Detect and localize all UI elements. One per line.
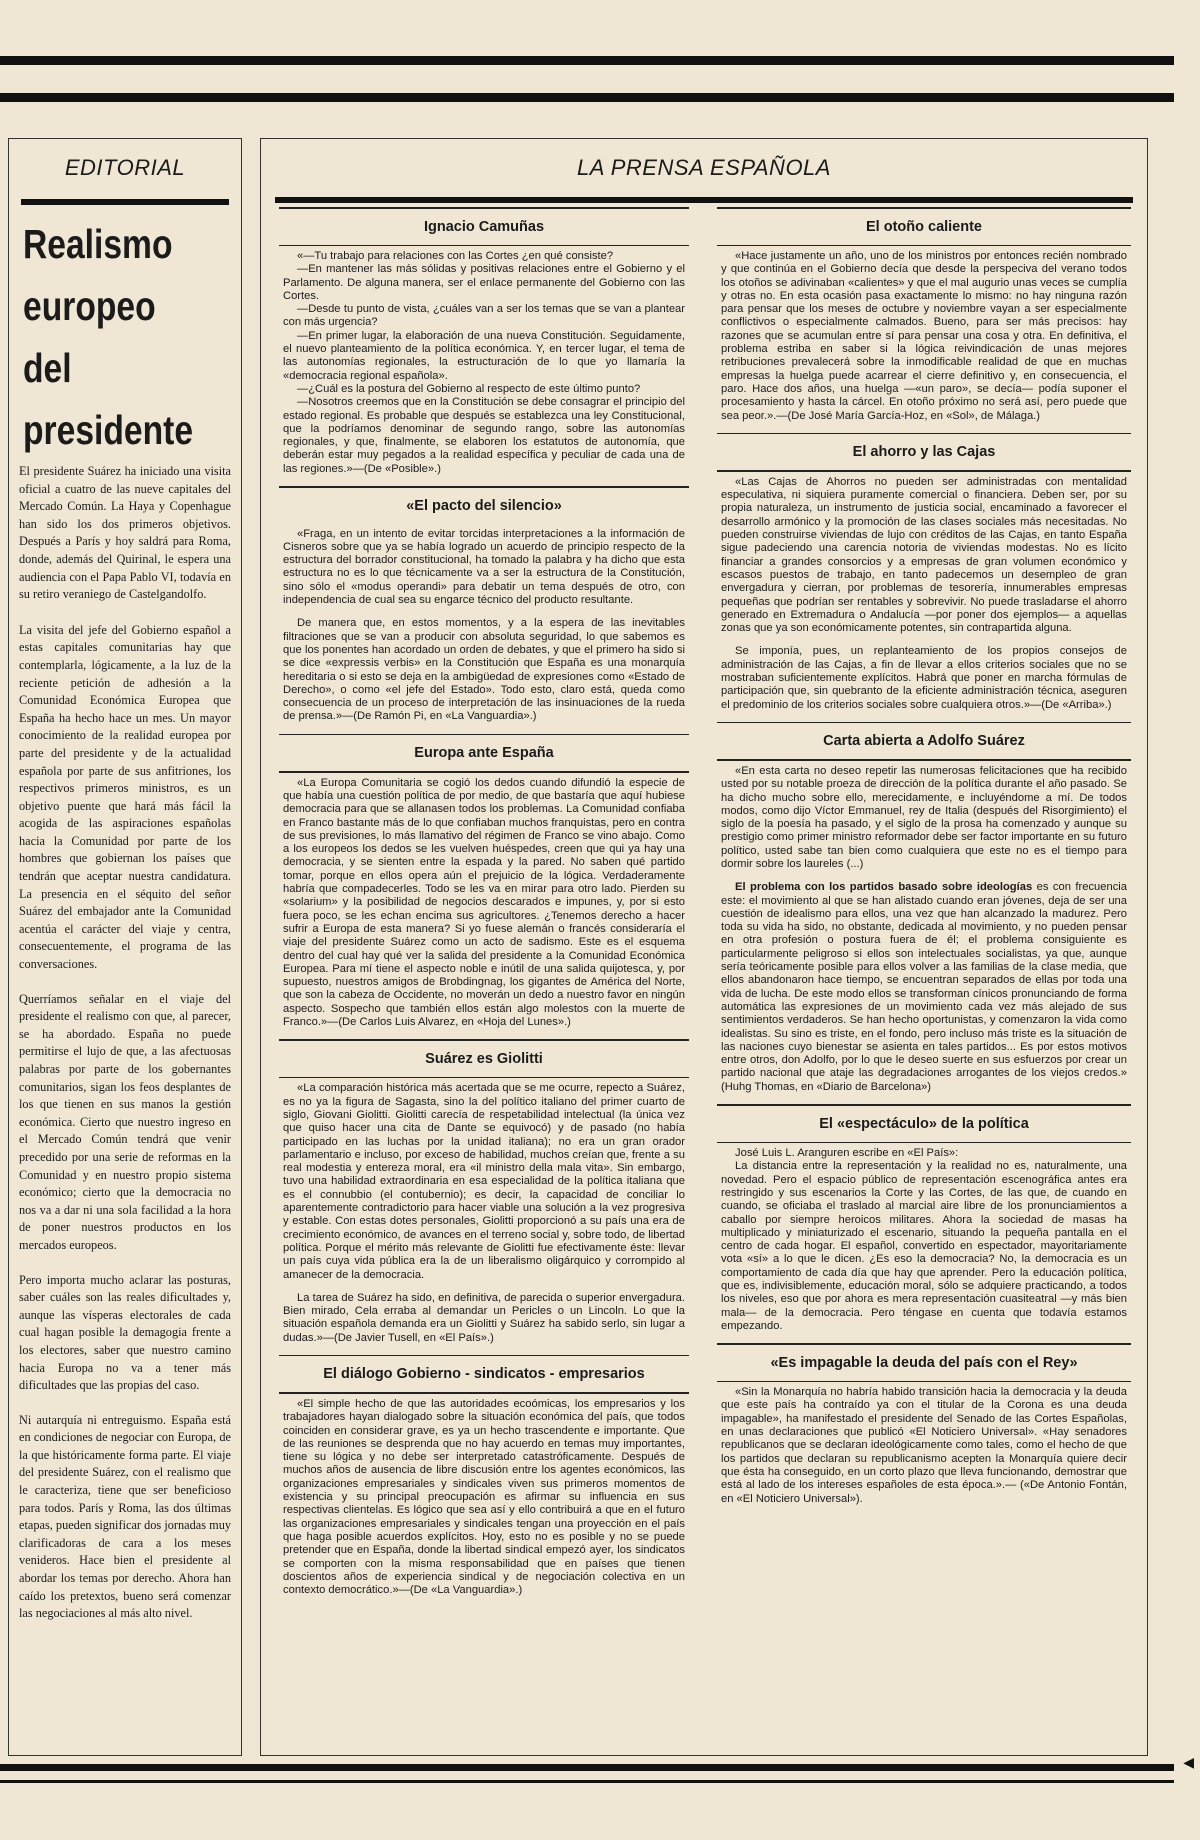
top-rule-2 xyxy=(0,93,1174,102)
rule-line xyxy=(279,1392,689,1394)
article-header xyxy=(717,722,1131,761)
article-header xyxy=(717,1343,1131,1382)
article-paragraph: «Hace justamente un año, uno de los ministros por entonces recién nombrado y que continúa en el Gobierno decía que desde la perspeciva del verano todos los otoños se adivinaban «calientes» y que el mal augurio unas veces se cumplía y otras no. En esta ocasión pasa exactamente lo mismo: no hay ninguna razón para pensar que los meses de octubre y noviembre vayan a ser especialmente conflictivos o especialmente calmados. Bueno, para ser más precisos: hay razones que se acumulan entre sí para pensar una cosa y otra. En definitiva, el problema estriba en saber si la lógica reivindicación de unas mejores retribuciones prevalecerá sobre la inmodificable realidad de que en muchas empresas la huelga puede acarrear el cierre definitivo y, en consecuencia, el paro. Hace dos años, una huelga —«un paro», se decía— podía suponer el procesamiento y hasta la cárcel. En otoño próximo no será así, pero puede que sea peor.».—(De José María García-Hoz, en «Sol», de Málaga.) xyxy=(721,250,1127,422)
top-rule xyxy=(0,56,1174,65)
rule-line xyxy=(279,771,689,773)
article-paragraph: «La Europa Comunitaria se cogió los dedos cuando difundió la especie de que había una cuestión política de por medio, de que bastaría que aquí hubiese democracia para que se allanasen todos los problemas. La Comunidad confiaba en Franco bastante más de lo que confiaban muchos franquistas, pero en contra de sus previsiones, lo más llamativo del régimen de Franco se vino abajo. Como a los europeos los dedos se les vuelven huéspedes, creen que qui ya hay una democracia, y se sienten entre la espada y la pared. No saben qué partido tomar, porque en ellos opera aún el prejuicio de la lógica. Verdaderamente habría que compadecerles. Todo se les va en mirar para otro lado. Pierden su «solarium» y la posibilidad de negocios descarados e impunes, y, por si esto fuera poco, se les echan encima sus agricultores. ¿Tenemos derecho a hacer sufrir a Europa de esta manera? Si yo fuese alemán o francés consideraría el viaje del presidente Suárez como un acto de sadismo. Este es el esquema dentro del cual hay qué ver la salida del presidente a la Comunidad Económica Europea. Para mí tiene el aspecto noble e inútil de una salida quijotesca, y, por supuesto, nuestros amigos de Brobdingnag, los gigantes de América del Norte, que son la cabeza de Occidente, no moverán un dedo a nuestro favor en ningún aspecto. Sospecho que también ellos están algo molestos con la muerte de Franco.»—(De Carlos Luis Alvarez, en «Hoja del Lunes».) xyxy=(283,776,685,1029)
rule-line xyxy=(279,1077,689,1079)
rule-line xyxy=(717,1381,1131,1383)
bottom-rule-2 xyxy=(0,1780,1174,1783)
article-text xyxy=(283,777,685,1030)
editorial-paragraph: La visita del jefe del Gobierno español a estas capitales comunitarias hay que contemplarla, lógicamente, a la luz de la reciente petición de adhesión a la Comunidad Económica Europea que España ha hecho hace un mes. Un mayor conocimiento de la realidad europea por parte del presidente y de la actualidad española por parte de sus anfitriones, los respectivos primeros ministros, es un objetivo puente que hará más fácil la acogida de las aspiraciones españolas hacia la Comunidad por parte de los hombres que gobiernan los países que tendrán que aceptar nuestra candidatura. La presencia en el séquito del señor Suárez del embajador ante la Comunidad acentúa el carácter del viaje y centra, consecuentemente, el programa de las conversaciones. xyxy=(19,622,231,972)
editorial-column xyxy=(8,138,242,1756)
article-paragraph: —Nosotros creemos que en la Constitución se debe consagrar el principio del estado regional. Es probable que después se establezca una ley Constitucional, que la podríamos denominar de segundo rango, sobre las autonomías regionales, y que, finalmente, se elaboren los estatutos de autonomía, que deberán estar muy pegados a la realidad específica y peculiar de cada una de las regiones.»—(De «Posible».) xyxy=(283,396,685,475)
article-header xyxy=(279,207,689,246)
press-right-column xyxy=(717,207,1131,1516)
arrow-icon: ◀ xyxy=(1183,1754,1194,1770)
article-header xyxy=(279,1355,689,1394)
article-paragraph: «Las Cajas de Ahorros no pueden ser administradas con mentalidad especulativa, ni siquiera puramente comercial o financiera. Deben ser, por su propia naturaleza, un instrumento de justicia social, encaminado a favorecer el desarrollo armónico y la promoción de las clases sociales más necesitadas. No pueden construirse viviendas de lujo con créditos de las Cajas, en tanto España sigue padeciendo una carencia notoria de viviendas modestas. No es lícito financiar a grandes consorcios y a empresas de gran volumen económico y escasos puestos de trabajo, en tanto padecemos un desempleo de gran envergadura y cierran, por problemas de tesorería, innumerables empresas pequeñas que podrían ser rentables y sobrevivir. No puede trasladarse el ahorro generado en Extremadura o Andalucía —por poner dos ejemplos— a aquellas zonas que ya son económicamente potentes, sin contrapartida alguna. xyxy=(721,475,1127,635)
headline-line: europeo xyxy=(23,283,156,329)
editorial-headline xyxy=(23,213,236,461)
article-header xyxy=(279,486,689,524)
article xyxy=(717,433,1131,712)
press-bar xyxy=(275,197,1133,203)
rule-line xyxy=(717,759,1131,761)
press-left-column xyxy=(279,207,689,1607)
article-paragraph: José Luis L. Aranguren escribe en «El País»: xyxy=(735,1147,959,1160)
article-paragraph-rest: es con frecuencia este: el movimiento al que se han alistado cuando eran jóvenes, deja de ser una cuestión de idealismo para ellos, una vez que han alcanzado la madurez. Pero toda su vida ha sido, no obstante, dedicada al movimiento, y no pueden pensar en otra profesión o postura fuera de él; el problema consiguiente es particularmente peligroso si ellos son intelectuales socialistas, ya que, aunque sería teóricamente posible para ellos volver a las familias de la clase media, que ellos abandonaron hace tiempo, se encuentran separados de ellas por toda una vida de lucha. De este modo ellos se transforman cínicos pronunciando de forma automática las expresiones de un movimiento cada vez más alejado de sus sentimientos verdaderos. Se han hecho oportunistas, y comenzaron la vida como idealistas. Su sino es triste, en el fondo, pero incluso más triste es la situación de las naciones cuyo bienestar se asienta en tales partidos... Es por estos motivos entre otros, don Adolfo, por lo que le deseo suerte en sus esfuerzos por crear un partido nacional que ataje las degradaciones arrogantes de los viejos credos.» (Huhg Thomas, en «Diario de Barcelona») xyxy=(721,881,1128,1093)
article-paragraph: La distancia entre la representación y la realidad no es, naturalmente, una novedad. Pero el espacio público de representación escenográfica antes era restringido y sus escenarios la Corte y las Cortes, de las que, de cuando en cuando, se oficiaba el traslado al marcial aire libre de los pronunciamientos a caballo por siempre heroicos militares. Ahora la sociedad de masas ha multiplicado y miniaturizado el escenario, situando la pequeña pantalla en el centro de cada hogar. El español, convertido en espectador, mayoritariamente vota «sí» a lo que le dicen. ¿Es eso la democracia? No, la democracia es un comportamiento de cada día que hay que aprender. Pero la educación política, que es, indivisiblemente, educación moral, sólo se adquiere practicando, a todos los niveles, eso que por ahora es mera representación cuasiteatral —y más bien mala— de la democracia. Pero téngase en cuenta que todavía estamos empezando. xyxy=(721,1160,1127,1332)
rule-line xyxy=(717,245,1131,247)
article-paragraph: «Sin la Monarquía no habría habido transición hacia la democracia y la deuda que este país ha contraído ya con el titular de la Corona es una deuda impagable», ha manifestado el presidente del Senado de las Cortes Españolas, en unas declaraciones que publicó «El Noticiero Universal». «Hay senadores republicanos que se declaran ideológicamente como tales, como el hecho de que los partidos que declaran su republicanismo acepten la Monarquía quiere decir que ésta ha conseguido, en un corto plazo que lleva funcionando, demostrar que está al lado de los intereses españoles de esta época.».— («De Antonio Fontán, en «El Noticiero Universal»). xyxy=(721,1386,1127,1505)
article-paragraph: —En mantener las más sólidas y positivas relaciones entre el Gobierno y el Parlamento. De alguna manera, ser el enlace permanente del Gobierno con las Cortes. xyxy=(283,263,685,302)
headline-line: Realismo xyxy=(23,221,173,267)
article-title: «Es impagable la deuda del país con el Rey» xyxy=(770,1354,1078,1371)
article-title: Suárez es Giolitti xyxy=(425,1050,543,1067)
rule-line xyxy=(717,470,1131,472)
article-title: Europa ante España xyxy=(414,745,554,762)
article-paragraph: Se imponía, pues, un replanteamiento de los propios consejos de administración de las Cajas, a fin de llevar a ellos criterios sociales que no se mostraban suficientemente explícitos. Habrá que poner en marcha fórmulas de participación que, sin quebranto de la eficiente administración técnica, aseguren el predominio de los criterios sociales sobre cualquiera otros.»—(De «Arriba».) xyxy=(721,645,1127,711)
article xyxy=(279,1039,689,1345)
article-text xyxy=(283,528,685,724)
article-title: Ignacio Camuñas xyxy=(423,218,545,235)
article-text xyxy=(721,1147,1127,1333)
article xyxy=(279,734,689,1030)
article-text xyxy=(283,1398,685,1597)
article-paragraph: —Desde tu punto de vista, ¿cuáles van a ser los temas que se van a plantear con más urgencia? xyxy=(283,303,685,329)
article-header xyxy=(279,734,689,773)
editorial-bar xyxy=(21,199,229,205)
article-paragraph: —En primer lugar, la elaboración de una nueva Constitución. Seguidamente, el nuevo planteamiento de la política económica. Y, en tercer lugar, el tema de las autonomías regionales, la estructuración de lo que yo llamaría la «democracia regional española». xyxy=(283,329,685,382)
article-title: El ahorro y las Cajas xyxy=(852,444,996,461)
article-text xyxy=(721,250,1127,423)
article-paragraph: «El simple hecho de que las autoridades ecoómicas, los empresarios y los trabajadores hayan dialogado sobre la situación económica del país, que todos coinciden en considerar grave, es ya un hecho trascendente e importante. Que de las reuniones se desprenda que no hay acuerdo en temas muy importantes, tiene su lógica y no debe ser interpretado catastróficamente. Después de muchos años de ausencia de libre discusión entre los agentes económicos, las organizaciones empresariales y sindicales viven sus primeros momentos de existencia y su principal preocupación es afirmar su influencia en sus respectivas clientelas. Es lógico que sea así y ello contribuirá a que en el futuro las organizaciones empresariales y sindicales tengan una proyección en el país que haga posible acuerdos explícitos. Hoy, esto no es posible y no se puede pretender que en España, donde la libertad sindical empezó ayer, los sindicatos se comporten con la misma responsabilidad que en países que tienen doscientos años de experiencia sindical y de negociación colectiva en un contexto democrático.»—(De «La Vanguardia».) xyxy=(283,1397,685,1597)
press-label: LA PRENSA ESPAÑOLA xyxy=(577,155,831,180)
article-text xyxy=(283,1082,685,1345)
editorial-body xyxy=(19,463,231,1623)
article-title: «El pacto del silencio» xyxy=(406,497,562,514)
article-title: El otoño caliente xyxy=(865,218,982,235)
editorial-paragraph: Pero importa mucho aclarar las posturas, saber cuáles son las reales dificultades y, aunque las vísperas electorales de cada cual hagan posible la demagogia frente a los electores, saber que nuestro camino hacia Europa no va a tener más dificultades que las propias del caso. xyxy=(19,1272,231,1393)
article-paragraph: De manera que, en estos momentos, y a la espera de las inevitables filtraciones que se van a producir con absoluta seguridad, lo que sabemos es que los ponentes han acordado un orden de debates, y que el primero ha sido si se dice «expressis verbis» en la Constitución que España es una monarquía hereditaria o si esto se deja en la ambigüedad de expresiones como «Estado de Derecho», o como «el jefe del Estado». Todo esto, claro está, queda como consecuencia de un proceso de interpretación de las insinuaciones de la rueda de prensa.»—(De Ramón Pi, en «La Vanguardia».) xyxy=(283,617,685,723)
rule-line xyxy=(279,245,689,247)
article-header xyxy=(279,1039,689,1078)
article-header xyxy=(717,433,1131,472)
article-paragraph: «Fraga, en un intento de evitar torcidas interpretaciones a la información de Cisneros sobre que ya se había logrado un acuerdo de principio respecto de la estructura del borrador constitucional, ha tomado la palabra y ha dicho que esta estructura no es lo que técnicamente va a ser la estructura de la Constitución, sino sólo el «modus operandi» para debatir un tema después de otro, con independencia de cual sea su engarce técnico del producto resultante. xyxy=(283,527,685,607)
article-header xyxy=(717,207,1131,246)
article xyxy=(717,207,1131,423)
article-paragraph: «En esta carta no deseo repetir las numerosas felicitaciones que ha recibido usted por su notable proeza de dirección de la política durante el año pasado. Se ha dicho mucho sobre ello, merecidamente, e incluyéndome a mí. De todos modos, como dijo Víctor Emmanuel, rey de Italia (después del Risorgimiento) el siglo de la poesía ha pasado, y el siglo de la prosa ha comenzado y aunque su prestigio como primer ministro reformador debe ser factor importante en su futuro político, usted sabe tan bien como cualquiera que este no es el tiempo para dormir sobre los laureles (...) xyxy=(721,764,1127,870)
article-header xyxy=(717,1104,1131,1143)
article xyxy=(717,1343,1131,1506)
press-review-section xyxy=(260,138,1148,1756)
article-paragraph: «—Tu trabajo para relaciones con las Cortes ¿en qué consiste? xyxy=(297,250,614,262)
bold-lead-in: El problema con los partidos basado sobre ideologías xyxy=(735,881,1033,894)
article-title: El «espectáculo» de la política xyxy=(819,1115,1029,1132)
article-paragraph: «La comparación histórica más acertada que se me ocurre, repecto a Suárez, es no ya la figura de Sagasta, sino la del político italiano del primer cuarto de siglo, Giovani Giolitti. Giolitti carecía de respetabilidad intelectual (la única vez que quiso hacer una cita de Dante se equivocó) y de pasado (no había participado en las luchas por la unidad italiana); no era un gran orador parlamentario e incluso, por exceso de habilidad, muchos creían que, frente a su real modestia y entereza moral, era «il ministro della mala vita». Sin embargo, tuvo una habilidad extraordinaria en esa especialidad de la política italiana que es el connubbio (el contubernio); es decir, la capacidad de conciliar lo aparentemente contradictorio para hacer viable una solución a la vez progresiva y estable. Con estas dotes personales, Giolitti proporcionó a su país una era de crecimiento económico, de avances en el terreno social y, sobre todo, de libertad política. Porque el mérito más relevante de Giolitti fue efectivamente éste: llevar un país cuya vida pública era la de un liberalismo oligárquico y corrompido al amanecer de la democracia. xyxy=(283,1082,685,1281)
article-paragraph: La tarea de Suárez ha sido, en definitiva, de parecida o superior envergadura. Bien mirado, Cela erraba al demandar un Pericles o un Lincoln. Lo que la situación española demanda era un Giolitti y Suárez ha sabido serlo, sin lugar a dudas.»—(De Javier Tusell, en «El País».) xyxy=(283,1291,685,1344)
article-paragraph xyxy=(721,881,1127,1094)
article-paragraph: —¿Cuál es la postura del Gobierno al respecto de este último punto? xyxy=(297,382,641,395)
article-text xyxy=(721,765,1127,1094)
editorial-paragraph: El presidente Suárez ha iniciado una visita oficial a cuatro de las nueve capitales del Mercado Común. La Haya y Copenhague han sido los dos primeros objetivos. Después a París y hoy saldrá para Roma, donde, además del Quirinal, le espera una audiencia con el Papa Pablo VI, todavía en su retiro veraniego de Castelgandolfo. xyxy=(19,464,231,602)
headline-line: del xyxy=(23,345,72,391)
article xyxy=(717,722,1131,1094)
article-text xyxy=(721,476,1127,712)
article-text xyxy=(721,1386,1127,1506)
article xyxy=(279,207,689,476)
rule-line xyxy=(717,1142,1131,1144)
article-text xyxy=(283,250,685,476)
article-title: El diálogo Gobierno - sindicatos - empresarios xyxy=(323,1366,645,1383)
article xyxy=(717,1104,1131,1333)
editorial-paragraph: Ni autarquía ni entreguismo. España está en condiciones de negociar con Europa, de la que históricamente forma parte. El viaje del presidente Suárez, con el realismo que le caracteriza, tiene que ser beneficioso para todos. París y Roma, las dos últimas etapas, pueden significar dos jornadas muy clarificadoras de cara a los meses venideros. Hace bien el presidente al abordar los temas por derecho. Ahora han caído los pretextos, bueno será comenzar las negociaciones al más alto nivel. xyxy=(19,1412,231,1621)
article xyxy=(279,486,689,724)
headline-line: presidente xyxy=(23,407,194,453)
editorial-label: EDITORIAL xyxy=(64,155,186,180)
bottom-rule xyxy=(0,1764,1174,1771)
article-title: Carta abierta a Adolfo Suárez xyxy=(823,733,1025,750)
article xyxy=(279,1355,689,1597)
editorial-paragraph: Querríamos señalar en el viaje del presidente el realismo con que, al parecer, se ha abordado. España no puede permitirse el lujo de que, a las afectuosas palabras por parte de los gobernantes comunitarios, sigan los feos desplantes de los que tienen en sus manos la gestión económica. Cierto que nuestro ingreso en el Mercado Común tendrá que venir precedido por una serie de reformas en la Comunidad y en nuestro propio sistema económico; cierto que la democracia no nos va a dar ni una sola facilidad a la hora de poner nuestros productos en los mercados europeos. xyxy=(19,991,231,1252)
